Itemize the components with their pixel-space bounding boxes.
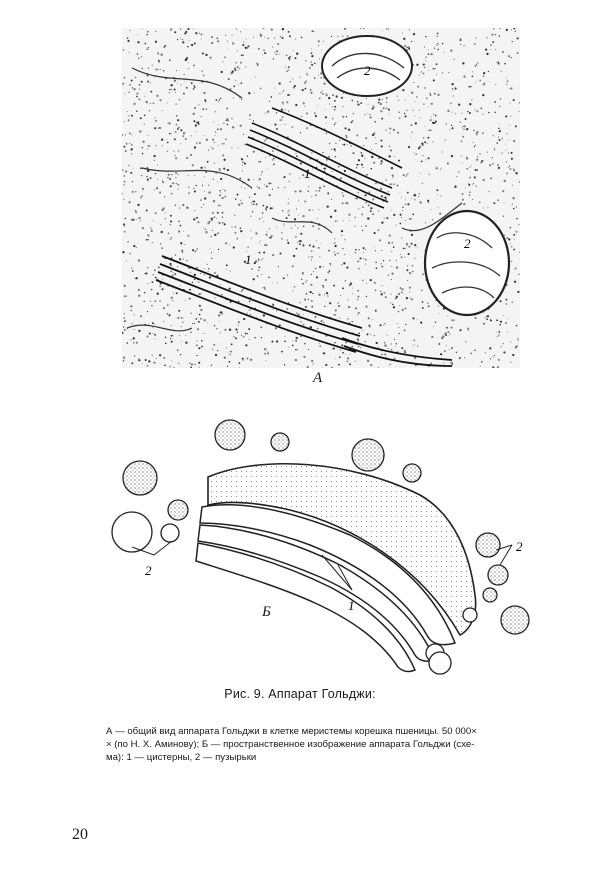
micrograph-image [122,28,520,368]
panel-letter-a: А [313,370,323,386]
caption-line-2: × (по Н. Х. Аминову); Б — пространственное изображение аппарата Гольджи (схе- [106,739,475,750]
callout-1-cisternae: 1 [348,598,355,613]
callout-2-right: 2 [516,539,523,554]
panel-letter-b: Б [262,604,271,620]
caption-line-3: ма): 1 — цистерны, 2 — пузырьки [106,752,257,763]
schematic-figure-b [90,415,540,680]
callout-2-right: 2 [464,236,471,251]
page-number: 20 [72,826,88,843]
callout-1-upper: 1 [304,166,311,181]
micrograph-figure-a [122,28,520,368]
golgi-schematic [90,415,540,680]
caption-line-1: А — общий вид аппарата Гольджи в клетке меристемы корешка пшеницы. 50 000× [106,726,477,737]
figure-caption-title: Рис. 9. Аппарат Гольджи: [224,687,376,701]
callout-2-left: 2 [145,563,152,578]
callout-2-top: 2 [364,63,371,78]
callout-1-lower: 1 [245,252,252,267]
figure-caption-body [106,725,536,764]
